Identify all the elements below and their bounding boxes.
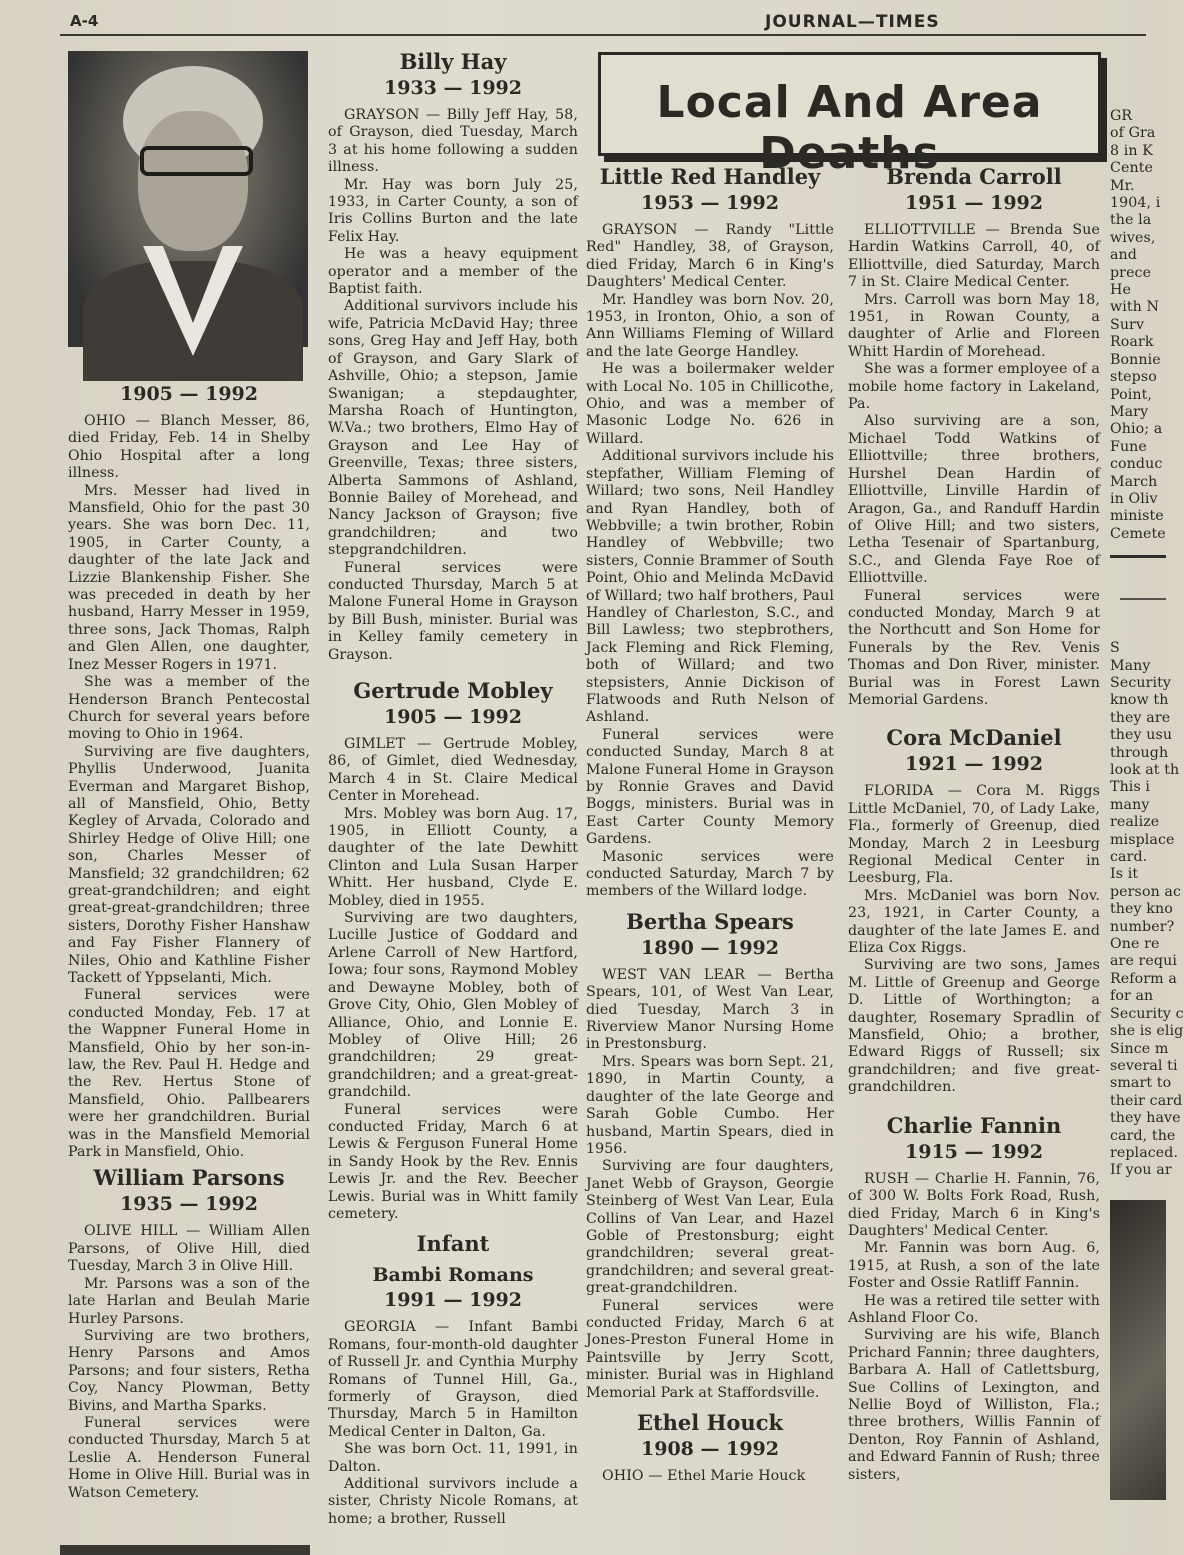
bottom-rule <box>60 1545 310 1555</box>
partial-text-line: of Gra <box>1110 125 1156 142</box>
obituary-paragraph: GRAYSON — Randy "Little Red" Handley, 38, of Grayson, died Friday, March 6 in King's Daughters' Medical Center. <box>586 222 834 291</box>
partial-text-line: If you ar <box>1110 1162 1172 1179</box>
partial-text-line: 8 in K <box>1110 142 1153 159</box>
page-header <box>60 10 1146 36</box>
partial-text-line: This i <box>1110 779 1151 796</box>
obituary-name: Infant <box>416 1231 490 1257</box>
obituary-dates: 1890 — 1992 <box>641 936 779 959</box>
partial-text-line: are requi <box>1110 953 1177 970</box>
obituary-paragraph: Mr. Handley was born Nov. 20, 1953, in Ironton, Ohio, a son of Ann Williams Fleming of Willard and the late George Handley. <box>586 291 834 360</box>
partial-text-line: they have <box>1110 1110 1181 1127</box>
obituary-name: Little Red Handley <box>599 164 821 189</box>
partial-text-line: several ti <box>1110 1057 1178 1074</box>
newspaper-name: JOURNAL—TIMES <box>765 12 940 32</box>
obituary-paragraph: He was a heavy equipment operator and a member of the Baptist faith. <box>328 246 578 298</box>
partial-text-line: stepso <box>1110 369 1157 386</box>
partial-obituary <box>1110 108 1166 543</box>
obituary-dates: 1991 — 1992 <box>384 1289 522 1312</box>
partial-text-line: many <box>1110 796 1150 813</box>
partial-text-line: Cente <box>1110 160 1153 177</box>
obituary-dates: 1951 — 1992 <box>905 192 1043 214</box>
partial-text-line: misplace <box>1110 831 1175 848</box>
partial-text-line: card, the <box>1110 1127 1176 1144</box>
partial-text-line: Reform a <box>1110 970 1177 987</box>
partial-text-line: know th <box>1110 692 1169 709</box>
partial-text-line: He <box>1110 282 1131 299</box>
obituary-paragraph: FLORIDA — Cora M. Riggs Little McDaniel, 70, of Lady Lake, Fla., formerly of Greenup, died Monday, March 2 in Leesburg Regional Medical Center in Leesburg, Fla. <box>848 783 1100 887</box>
obituary-dates: 1915 — 1992 <box>905 1140 1043 1163</box>
obituary-paragraph: Surviving are four daughters, Janet Webb of Grayson, Georgie Steinberg of West Van Lear, Eula Collins of Van Lear, and Hazel Goble of Prestonsburg; eight grandchildren; several great-grandchildren; and several great-great-grandchildren. <box>586 1158 834 1297</box>
obituary-dates: 1953 — 1992 <box>641 192 779 214</box>
column-rule <box>1120 598 1166 600</box>
obituary-paragraph: Surviving are two brothers, Henry Parsons and Amos Parsons; and four sisters, Retha Coy, Nancy Plowman, Betty Bivins, and Martha Sparks. <box>68 1327 310 1414</box>
obituary-paragraph: OHIO — Blanch Messer, 86, died Friday, Feb. 14 in Shelby Ohio Hospital after a long illness. <box>68 413 310 482</box>
obituary-dates: 1935 — 1992 <box>120 1193 258 1216</box>
partial-text-line: they usu <box>1110 727 1173 744</box>
column-4 <box>848 160 1100 1484</box>
partial-text-line: Mr. <box>1110 177 1135 194</box>
obituary-name: Cora McDaniel <box>886 725 1062 751</box>
obituary-paragraph: RUSH — Charlie H. Fannin, 76, of 300 W. Bolts Fork Road, Rush, died Friday, March 6 in King's Daughters' Medical Center. <box>848 1170 1100 1239</box>
obituary-name: Bambi Romans <box>372 1264 534 1287</box>
obituary-paragraph: Mrs. McDaniel was born Nov. 23, 1921, in Carter County, a daughter of the late James E. and Eliza Cox Riggs. <box>848 887 1100 957</box>
partial-text-line: Cemete <box>1110 525 1166 542</box>
partial-text-line: conduc <box>1110 456 1163 473</box>
obituary-dates: 1905 — 1992 <box>384 706 522 728</box>
obituary-paragraph: Masonic services were conducted Saturday, March 7 by members of the Willard lodge. <box>586 848 834 900</box>
obituary-paragraph: Surviving are two sons, James M. Little of Greenup and George D. Little of Worthington; a daughter, Rosemary Spradlin of Mansfield, Ohio; a brother, Edward Riggs of Russell; six grandchildren; and five great-grandchildren. <box>848 957 1100 1096</box>
partial-text-line: Bonnie <box>1110 351 1161 368</box>
partial-text-line: smart to <box>1110 1075 1172 1092</box>
obituary-paragraph: Additional survivors include a sister, Christy Nicole Romans, at home; a brother, Russell <box>328 1476 578 1527</box>
partial-text-line: the la <box>1110 212 1152 229</box>
obituary-dates: 1921 — 1992 <box>905 753 1043 776</box>
obituary-paragraph: Additional survivors include his stepfather, William Fleming of Willard; two sons, Neil Handley and Ryan Handley, both of Webbville; a twin brother, Robin Handley of Webbville; two sisters, Connie Brammer of South Point, Ohio and Melinda McDavid of Willard; two half brothers, Paul Handley of Charleston, S.C., and Bill Lawless; two stepbrothers, Jack Fleming and Rick Fleming, both of Willard; and two stepsisters, Annie Dickison of Flatwoods and Ruth Nelson of Ashland. <box>586 448 834 726</box>
obituary-paragraph: Funeral services were conducted Thursday, March 5 at Leslie A. Henderson Funeral Home in Olive Hill. Burial was in Watson Cemetery. <box>68 1414 310 1501</box>
obituary-paragraph: He was a retired tile setter with Ashland Floor Co. <box>848 1292 1100 1326</box>
partial-text-line: wives, <box>1110 229 1156 246</box>
partial-text-line: Security <box>1110 674 1172 691</box>
obituary-paragraph: She was a former employee of a mobile home factory in Lakeland, Pa. <box>848 361 1100 413</box>
partial-text-line: 1904, i <box>1110 195 1161 212</box>
obituary-paragraph: Mr. Fannin was born Aug. 6, 1915, at Rush, a son of the late Foster and Ossie Ratliff Fannin. <box>848 1240 1100 1292</box>
obituary-name: Ethel Houck <box>636 1410 784 1435</box>
partial-text-line: Fune <box>1110 438 1147 455</box>
obituary-paragraph: Funeral services were conducted Friday, March 6 at Jones-Preston Funeral Home in Paintsville by Jerry Scott, minister. Burial was in Highland Memorial Park at Staffordsville. <box>586 1297 834 1401</box>
partial-text-line: Roark <box>1110 334 1154 351</box>
partial-text-line: number? <box>1110 918 1175 935</box>
partial-text-line: ministe <box>1110 508 1164 525</box>
obituary-paragraph: Surviving are two daughters, Lucille Justice of Goddard and Arlene Carroll of New Hartford, Iowa; four sons, Raymond Mobley and Dewayne Mobley, both of Grove City, Ohio, Glen Mobley of Alliance, Ohio, and Lonnie E. Mobley of Olive Hill; 26 grandchildren; 29 great-grandchildren; and a great-great-grandchild. <box>328 910 578 1101</box>
page-number: A-4 <box>70 12 99 30</box>
partial-article <box>1110 640 1184 1180</box>
portrait-photo <box>68 51 308 347</box>
partial-text-line: and <box>1110 247 1137 264</box>
obituary-paragraph: Funeral services were conducted Friday, March 6 at Lewis & Ferguson Funeral Home in Sandy Hook by the Rev. Ennis Lewis Jr. and the Rev. Beecher Lewis. Burial was in Whitt family cemetery. <box>328 1101 578 1222</box>
obituary-paragraph: She was born Oct. 11, 1991, in Dalton. <box>328 1441 578 1475</box>
partial-text-line: GR <box>1110 108 1133 124</box>
partial-text-line: Surv <box>1110 316 1145 333</box>
obituary-paragraph: Also surviving are a son, Michael Todd Watkins of Elliottville; three brothers, Hurshel Dean Hardin of Elliottville, Linville Hardin of Aragon, Ga., and Randuff Hardin of Olive Hill; and two sisters, Letha Tesenair of Spartanburg, S.C., and Glenda Faye Roe of Elliottville. <box>848 413 1100 587</box>
partial-text-line: Is it <box>1110 866 1139 883</box>
obituary-paragraph: WEST VAN LEAR — Bertha Spears, 101, of West Van Lear, died Tuesday, March 3 in Riverview Manor Nursing Home in Prestonsburg. <box>586 966 834 1053</box>
obituary-name: Bertha Spears <box>626 908 794 934</box>
obituary-name: Billy Hay <box>399 49 507 74</box>
obituary-paragraph: Additional survivors include his wife, Patricia McDavid Hay; three sons, Greg Hay and Jeff Hay, both of Grayson, and Gary Slark of Ashville, Ohio; a stepson, Jamie Swanigan; a stepdaughter, Marsha Roach of Huntington, W.Va.; two brothers, Elmo Hay of Grayson and Lee Hay of Greenville, Texas; three sisters, Alberta Sammons of Ashland, Bonnie Bailey of Morehead, and Nancy Jackson of Grayson; five grandchildren; and two stepgrandchildren. <box>328 298 578 559</box>
partial-text-line: replaced. <box>1110 1144 1179 1161</box>
partial-text-line: with N <box>1110 299 1160 316</box>
partial-text-line: card. <box>1110 849 1148 866</box>
partial-text-line: look at th <box>1110 762 1180 778</box>
partial-text-line: Many <box>1110 657 1151 674</box>
obituary-paragraph: Funeral services were conducted Monday, Feb. 17 at the Wappner Funeral Home in Mansfield, Ohio by her son-in-law, the Rev. Paul H. Hedge and the Rev. Hertus Stone of Mansfield, Ohio. Pallbearers were her grandchildren. Burial was in the Mansfield Memorial Park in Mansfield, Ohio. <box>68 987 310 1161</box>
partial-text-line: Mary <box>1110 403 1149 420</box>
obituary-paragraph: Surviving are his wife, Blanch Prichard Fannin; three daughters, Barbara A. Hall of Catlettsburg, Sue Collins of Lexington, and Nellie Boyd of Williston, Fla.; three brothers, Willis Fannin of Denton, Roy Fannin of Ashland, and Edward Fannin of Rush; three sisters, <box>848 1327 1100 1483</box>
obituary-paragraph: Mrs. Mobley was born Aug. 17, 1905, in Elliott County, a daughter of the late Dewhitt Clinton and Lula Susan Harper Whitt. Her husband, Clyde E. Mobley, died in 1955. <box>328 805 578 909</box>
partial-text-line: in Oliv <box>1110 490 1158 507</box>
obituary-paragraph: GEORGIA — Infant Bambi Romans, four-month-old daughter of Russell Jr. and Cynthia Murphy Romans of Tunnel Hill, Ga., formerly of Grayson, died Thursday, March 5 in Hamilton Medical Center in Dalton, Ga. <box>328 1319 578 1440</box>
obituary-paragraph: She was a member of the Henderson Branch Pentecostal Church for several years before moving to Ohio in 1964. <box>68 674 310 743</box>
obituary-paragraph: OLIVE HILL — William Allen Parsons, of Olive Hill, died Tuesday, March 3 in Olive Hill. <box>68 1223 310 1275</box>
obituary-dates: 1908 — 1992 <box>641 1438 779 1460</box>
column-2 <box>328 45 578 1528</box>
obituary-paragraph: Mrs. Messer had lived in Mansfield, Ohio for the past 30 years. She was born Dec. 11, 1905, in Carter County, a daughter of the late Jack and Lizzie Blankenship Fisher. She was preceded in death by her husband, Harry Messer in 1959, three sons, Jack Thomas, Ralph and Glen Allen, one daughter, Inez Messer Rogers in 1971. <box>68 482 310 673</box>
partial-text-line: March <box>1110 473 1158 490</box>
partial-text-line: Ohio; a <box>1110 421 1163 438</box>
partial-text-line: they are <box>1110 709 1171 726</box>
partial-photo <box>1110 1200 1166 1500</box>
obituary-paragraph: Funeral services were conducted Monday, March 9 at the Northcutt and Son Home for Funerals by the Rev. Venis Thomas and Don River, minister. Burial was in Forest Lawn Memorial Gardens. <box>848 587 1100 708</box>
obituary-paragraph: Funeral services were conducted Thursday, March 5 at Malone Funeral Home in Grayson by Bill Bush, minister. Burial was in Kelley family cemetery in Grayson. <box>328 559 578 663</box>
partial-text-line: Security c <box>1110 1005 1184 1022</box>
column-1 <box>68 45 310 1502</box>
obituary-paragraph: Mr. Hay was born July 25, 1933, in Carter County, a son of Iris Collins Burton and the late Felix Hay. <box>328 176 578 245</box>
obituary-paragraph: OHIO — Ethel Marie Houck <box>602 1468 806 1484</box>
partial-text-line: their card <box>1110 1092 1183 1109</box>
obituary-name: Gertrude Mobley <box>353 678 553 703</box>
partial-text-line: S <box>1110 640 1120 657</box>
obituary-paragraph: Mrs. Carroll was born May 18, 1951, in Rowan County, a daughter of Arlie and Floreen Whitt Hardin of Morehead. <box>848 291 1100 360</box>
obituary-name: Brenda Carroll <box>886 164 1062 189</box>
partial-text-line: for an <box>1110 988 1154 1005</box>
obituary-paragraph: GIMLET — Gertrude Mobley, 86, of Gimlet, died Wednesday, March 4 in St. Claire Medical Center in Morehead. <box>328 736 578 805</box>
obituary-paragraph: Mr. Parsons was a son of the late Harlan and Beulah Marie Hurley Parsons. <box>68 1275 310 1327</box>
obituary-paragraph: Surviving are five daughters, Phyllis Underwood, Juanita Everman and Margaret Bishop, all of Mansfield, Ohio, Betty Kegley of Arvada, Colorado and Shirley Hedge of Olive Hill; one son, Charles Messer of Mansfield; 32 grandchildren; 62 great-grandchildren; and eight great-great-grandchildren; three sisters, Dorothy Fisher Hanshaw and Fay Fisher Flannery of Niles, Ohio and Kathline Fisher Tackett of Yppselanti, Mich. <box>68 743 310 986</box>
obituary-name: Charlie Fannin <box>886 1112 1062 1138</box>
obituary-paragraph: Funeral services were conducted Sunday, March 8 at Malone Funeral Home in Grayson by Ronnie Graves and David Boggs, ministers. Burial was in East Carter County Memory Gardens. <box>586 726 834 848</box>
obituary-paragraph: He was a boilermaker welder with Local No. 105 in Chillicothe, Ohio, and was a member of Masonic Lodge No. 626 in Willard. <box>586 361 834 447</box>
partial-text-line: realize <box>1110 814 1160 831</box>
section-title: Local And Area Deaths <box>656 77 1043 179</box>
obituary-paragraph: ELLIOTTVILLE — Brenda Sue Hardin Watkins Carroll, 40, of Elliottville, died Saturday, March 7 in St. Claire Medical Center. <box>848 222 1100 291</box>
partial-text-line: One re <box>1110 936 1160 953</box>
partial-text-line: they kno <box>1110 901 1173 918</box>
partial-text-line: prece <box>1110 264 1152 281</box>
column-rule <box>1110 555 1166 558</box>
obituary-dates: 1905 — 1992 <box>120 383 258 405</box>
partial-text-line: person ac <box>1110 883 1182 900</box>
obituary-paragraph: GRAYSON — Billy Jeff Hay, 58, of Grayson, died Tuesday, March 3 at his home following a sudden illness. <box>328 107 578 176</box>
obituary-dates: 1933 — 1992 <box>384 77 522 99</box>
column-5-partial <box>1110 108 1184 1500</box>
partial-text-line: Since m <box>1110 1040 1169 1057</box>
partial-text-line: Point, <box>1110 386 1152 403</box>
column-3 <box>586 160 834 1485</box>
obituary-paragraph: Mrs. Spears was born Sept. 21, 1890, in Martin County, a daughter of the late George and Sarah Goble Cumbo. Her husband, Martin Spears, died in 1956. <box>586 1053 834 1157</box>
obituary-name: William Parsons <box>93 1165 285 1191</box>
partial-text-line: she is elig <box>1110 1023 1184 1040</box>
partial-text-line: through <box>1110 744 1169 761</box>
